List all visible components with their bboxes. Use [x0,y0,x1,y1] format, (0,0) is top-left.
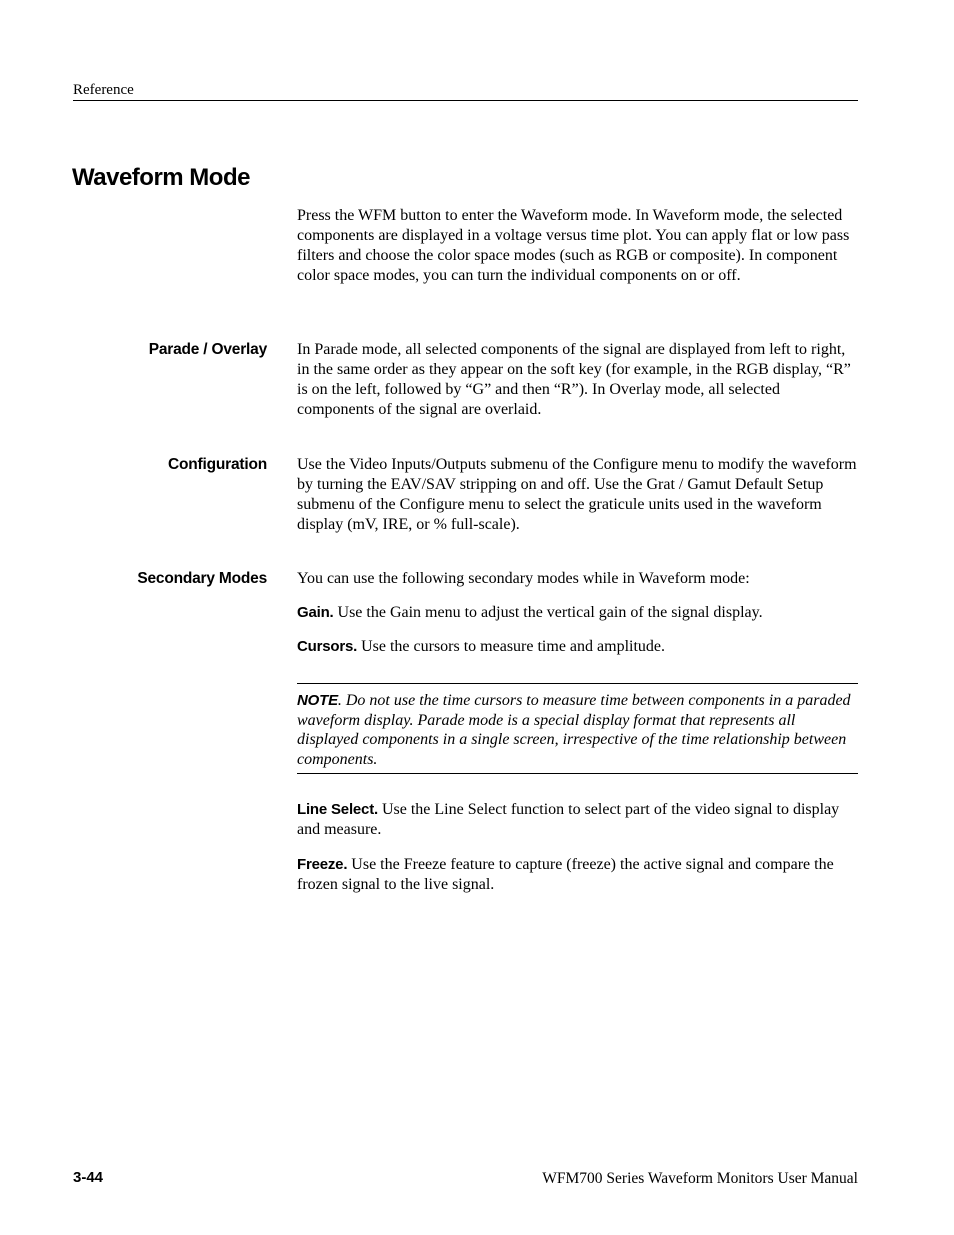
note-text: . Do not use the time cursors to measure time between components in a paraded waveform display. Parade mode is a special display format that represents all displayed components in a single screen, irrespective of the time relationship between components. [297,692,851,768]
line-select-text: Use the Line Select function to select part of the video signal to display and measure. [297,801,840,838]
header-rule [73,100,858,101]
note-label: NOTE [297,692,338,709]
secondary-modes-paragraph: You can use the following secondary modes while in Waveform mode: [297,570,750,587]
cursors-label: Cursors. [297,638,358,655]
cursors-text: Use the cursors to measure time and amplitude. [357,638,666,655]
footer-page-number: 3-44 [73,1169,104,1186]
freeze-label: Freeze. [297,856,348,873]
cursors-paragraph [297,637,860,657]
parade-overlay-paragraph: In Parade mode, all selected components of the signal are displayed from left to right, in the same order as they appear on the soft key (for example, in the RGB display, “R” is on the left, followed by “G” and then “R”). In Overlay mode, all selected components of the signal are overlaid. [297,341,851,418]
gain-paragraph [297,603,860,623]
page-title: Waveform Mode [72,164,250,191]
section-heading-parade-overlay: Parade / Overlay [148,341,267,358]
gain-label: Gain. [297,604,334,621]
line-select-label: Line Select. [297,801,378,818]
note-block [297,683,858,774]
freeze-text: Use the Freeze feature to capture (freeze) the active signal and compare the frozen signal to the live signal. [297,856,834,893]
freeze-paragraph [297,855,860,895]
footer-manual-title: WFM700 Series Waveform Monitors User Manual [542,1170,858,1187]
gain-text: Use the Gain menu to adjust the vertical gain of the signal display. [333,604,763,621]
section-heading-secondary-modes: Secondary Modes [137,570,267,587]
section-heading-configuration: Configuration [168,456,267,473]
intro-paragraph: Press the WFM button to enter the Waveform mode. In Waveform mode, the selected components are displayed in a voltage versus time plot. You can apply flat or low pass filters and choose the color space modes (such as RGB or composite). In component color space modes, you can turn the individual components on or off. [297,207,850,284]
running-header: Reference [73,82,134,98]
configuration-paragraph: Use the Video Inputs/Outputs submenu of the Configure menu to modify the waveform by turning the EAV/SAV stripping on and off. Use the Grat / Gamut Default Setup submenu of the Configure menu to select the graticule units used in the waveform display (mV, IRE, or % full-scale). [297,456,857,533]
line-select-paragraph [297,800,860,840]
